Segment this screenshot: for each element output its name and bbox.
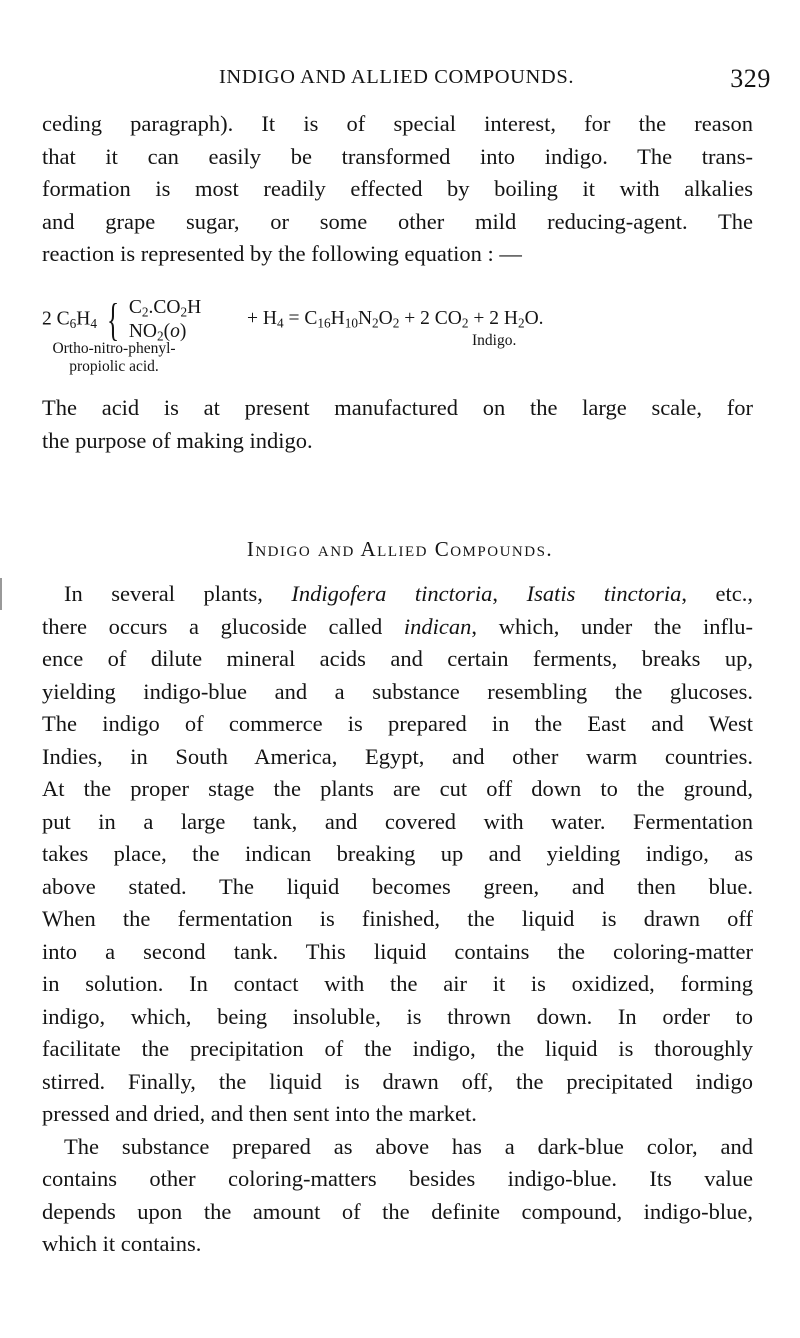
body-paragraph [42, 578, 753, 1261]
text-line: stirred. Finally, the liquid is drawn off, the precipitated indigo [42, 1068, 753, 1094]
text-line: indigo, which, being insoluble, is thrown down. In order to [42, 1003, 753, 1029]
text-line: depends upon the amount of the definite compound, indigo-blue, [42, 1198, 753, 1224]
text-line: ence of dilute mineral acids and certain ferments, breaks up, [42, 646, 753, 671]
text-line: At the proper stage the plants are cut off down to the ground, [42, 776, 753, 801]
margin-rule [0, 578, 2, 610]
text-line: the purpose of making indigo. [42, 427, 313, 453]
text-line: formation is most readily effected by boiling it with alkalies [42, 176, 753, 201]
page-number: 329 [730, 64, 771, 93]
text-line: The substance prepared as above has a dark-blue color, and [64, 1133, 753, 1159]
text-line: reaction is represented by the following equation : — [42, 241, 522, 266]
equation-reactant: 2 $C_6H_4$ { $C_2.CO_2H$ $NO_2(o)$ [42, 294, 202, 345]
reactant-label: Ortho-nitro-phenyl- propiolic acid. [52, 340, 176, 375]
text-line: ceding paragraph). It is of special interest, for the reason [42, 111, 753, 136]
text-line: there occurs a glucoside called indican, which, under the influ- [42, 613, 753, 639]
text-line: yielding indigo-blue and a substance resembling the glucoses. [42, 678, 753, 704]
equation-rest: + $H_4 = C_{16}H_{10}N_2O_2 + 2$ $CO_2 + 2$ $H_2O$. [247, 308, 544, 331]
text-line: The indigo of commerce is prepared in the East and West [42, 711, 753, 736]
running-header [0, 66, 800, 96]
text-line: into a second tank. This liquid contains the coloring-matter [42, 938, 753, 964]
text-line: pressed and dried, and then sent into the market. [42, 1101, 477, 1126]
text-line: that it can easily be transformed into indigo. The trans- [42, 143, 753, 169]
text-line: facilitate the precipitation of the indigo, the liquid is thoroughly [42, 1036, 753, 1061]
text-line: and grape sugar, or some other mild reducing-agent. The [42, 208, 753, 234]
text-line: in solution. In contact with the air it is oxidized, forming [42, 971, 753, 996]
text-line: Indies, in South America, Egypt, and other warm countries. [42, 743, 753, 769]
text-line: contains other coloring-matters besides indigo-blue. Its value [42, 1166, 753, 1191]
after-equation-paragraph [42, 392, 753, 457]
chemical-equation [42, 286, 762, 378]
text-line: When the fermentation is finished, the liquid is drawn off [42, 906, 753, 931]
intro-paragraph [42, 108, 753, 271]
text-line: above stated. The liquid becomes green, and then blue. [42, 873, 753, 899]
text-line: put in a large tank, and covered with water. Fermentation [42, 808, 753, 834]
running-title: INDIGO AND ALLIED COMPOUNDS. [219, 66, 575, 88]
text-line: In several plants, Indigofera tinctoria, Isatis tinctoria, etc., [64, 581, 753, 606]
product-label: Indigo. [472, 332, 517, 349]
text-line: which it contains. [42, 1231, 202, 1256]
text-line: The acid is at present manufactured on the large scale, for [42, 395, 753, 420]
text-line: takes place, the indican breaking up and yielding indigo, as [42, 841, 753, 866]
section-heading: Indigo and Allied Compounds. [246, 537, 554, 561]
